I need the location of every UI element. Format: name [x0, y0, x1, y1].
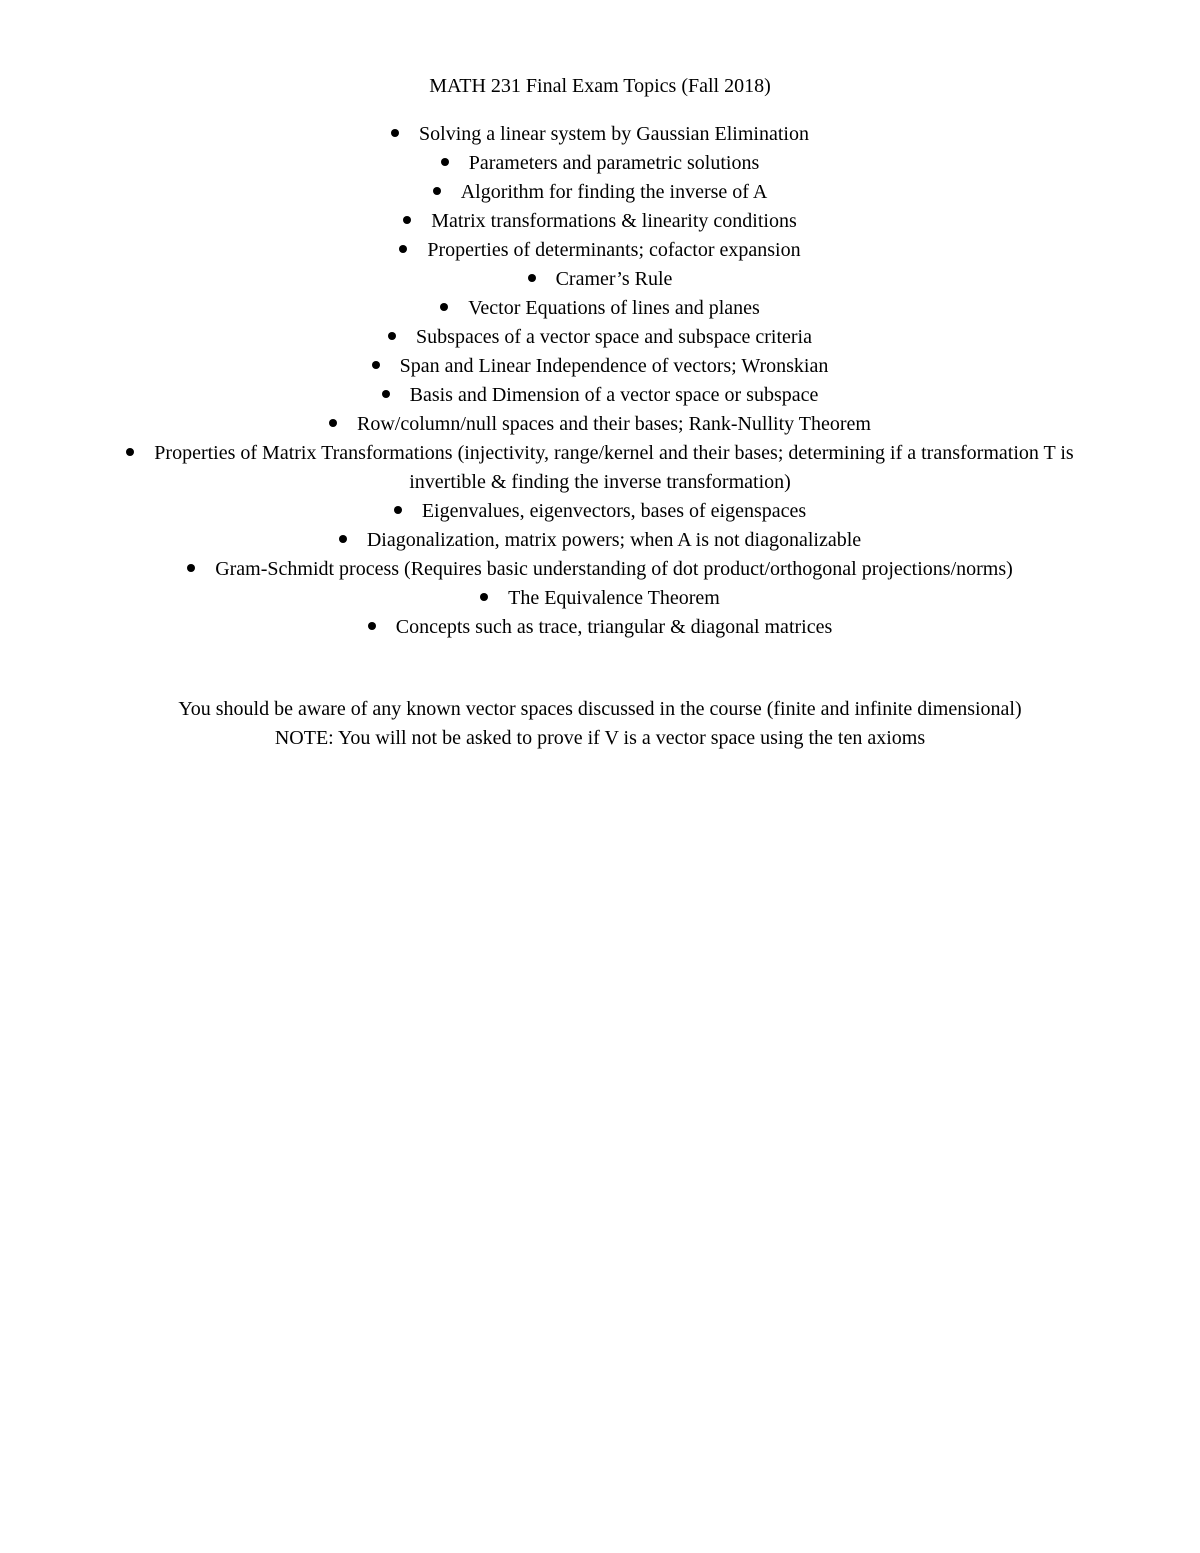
topic-item: [100, 149, 1100, 178]
topic-item: [100, 120, 1100, 149]
bullet-icon: [403, 216, 411, 224]
topic-text: Vector Equations of lines and planes: [468, 297, 760, 319]
topic-text: The Equivalence Theorem: [508, 587, 720, 609]
topic-text: Cramer’s Rule: [555, 268, 673, 290]
bullet-icon: [440, 303, 448, 311]
vector-spaces-note: You should be aware of any known vector spaces discussed in the course (finite and infinite dimensional): [178, 698, 1022, 720]
bullet-icon: [372, 361, 380, 369]
topic-item: [100, 439, 1100, 497]
axioms-note: NOTE: You will not be asked to prove if V is a vector space using the ten axioms: [274, 727, 926, 749]
topic-text: Diagonalization, matrix powers; when A is not diagonalizable: [366, 529, 862, 551]
topic-text: Matrix transformations & linearity conditions: [431, 210, 797, 232]
bullet-icon: [382, 390, 390, 398]
topic-item: [100, 294, 1100, 323]
topic-text: Algorithm for finding the inverse of A: [460, 181, 768, 203]
topic-item: [100, 613, 1100, 642]
topic-item: [100, 323, 1100, 352]
topic-text: Parameters and parametric solutions: [468, 152, 760, 174]
topic-text: Gram-Schmidt process (Requires basic understanding of dot product/orthogonal projections/norms): [215, 558, 1013, 580]
bullet-icon: [433, 187, 441, 195]
topic-item: [100, 352, 1100, 381]
topic-text: Properties of Matrix Transformations (injectivity, range/kernel and their bases; determining if a transformation T is invertible & finding the inverse transformation): [154, 442, 1074, 493]
topic-item: [100, 584, 1100, 613]
bullet-icon: [329, 419, 337, 427]
topic-text: Subspaces of a vector space and subspace criteria: [416, 326, 812, 348]
topic-text: Span and Linear Independence of vectors; Wronskian: [399, 355, 829, 377]
topic-item: [100, 526, 1100, 555]
topic-text: Eigenvalues, eigenvectors, bases of eigenspaces: [421, 500, 807, 522]
topic-text: Row/column/null spaces and their bases; Rank-Nullity Theorem: [357, 413, 871, 435]
topic-text: Concepts such as trace, triangular & diagonal matrices: [395, 616, 833, 638]
bullet-icon: [388, 332, 396, 340]
bullet-icon: [441, 158, 449, 166]
bullet-icon: [394, 506, 402, 514]
bullet-icon: [339, 535, 347, 543]
topic-text: Basis and Dimension of a vector space or subspace: [409, 384, 819, 406]
topic-item: [100, 555, 1100, 584]
topic-item: [100, 236, 1100, 265]
topic-item: [100, 207, 1100, 236]
document-title: MATH 231 Final Exam Topics (Fall 2018): [429, 75, 771, 97]
bullet-icon: [391, 129, 399, 137]
bullet-icon: [399, 245, 407, 253]
topic-item: [100, 265, 1100, 294]
bullet-icon: [368, 622, 376, 630]
bullet-icon: [187, 564, 195, 572]
topic-text: Solving a linear system by Gaussian Elimination: [419, 123, 809, 145]
bullet-icon: [126, 448, 134, 456]
topic-item: [100, 381, 1100, 410]
topic-text: Properties of determinants; cofactor expansion: [427, 239, 801, 261]
topic-item: [100, 178, 1100, 207]
bullet-icon: [480, 593, 488, 601]
notes-section: [0, 695, 1200, 753]
topic-item: [100, 497, 1100, 526]
topic-item: [100, 410, 1100, 439]
topic-list: [0, 120, 1200, 642]
bullet-icon: [528, 274, 536, 282]
